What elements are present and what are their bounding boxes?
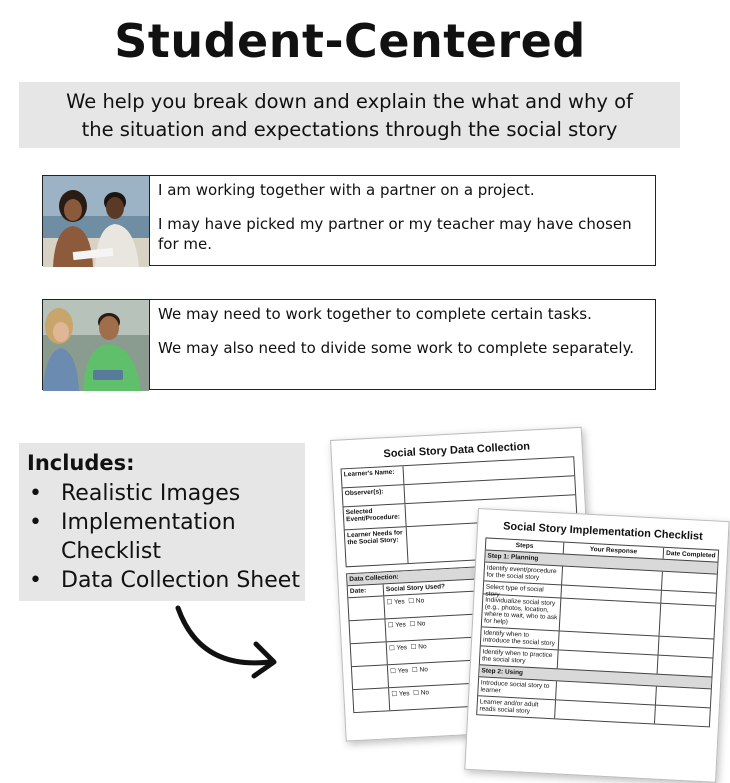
col-steps: Steps (486, 538, 564, 553)
checklist-row: Identify event/procedure for the social story (484, 562, 563, 584)
students-photo-1 (43, 176, 150, 265)
col-date-completed: Date Completed (665, 549, 716, 560)
checkbox-yes: ☐ Yes (388, 644, 408, 653)
story-2-sentence-2: We may also need to divide some work to complete separately. (158, 339, 635, 357)
checklist-row: Identify when to introduce the social story (481, 627, 560, 649)
checklist-row: Individualize social story (e.g., photos, location, where to wait, who to ask for help) (482, 594, 562, 630)
curved-arrow-icon (170, 600, 290, 690)
step-1-heading: Step 1: Planning (485, 549, 717, 573)
includes-list (27, 479, 305, 595)
story-text-1 (150, 176, 655, 265)
includes-item: • Implementation Checklist (27, 508, 305, 566)
checklist-row: Learner and/or adult reads social story (477, 696, 556, 718)
checkbox-yes: ☐ Yes (390, 667, 409, 676)
checkbox-no: ☐ No (408, 597, 425, 606)
label-learner-name: Learner's Name: (342, 466, 405, 487)
includes-item: • Realistic Images (27, 479, 305, 508)
story-1-sentence-2: I may have picked my partner or my teacher may have chosen for me. (158, 215, 632, 253)
subtitle-line-1: We help you break down and explain the what and why of (66, 90, 633, 113)
story-2-sentence-1: We may need to work together to complete certain tasks. (158, 305, 592, 323)
checklist-row: Identify when to practice the social story (480, 646, 559, 668)
checkbox-yes: ☐ Yes (386, 598, 405, 607)
checkbox-no: ☐ No (412, 689, 430, 697)
label-selected-event: Selected Event/Procedure: (344, 504, 407, 529)
story-card-1 (42, 175, 656, 266)
col-your-response: Your Response (564, 543, 664, 559)
checkbox-yes: ☐ Yes (387, 621, 407, 630)
subtitle-line-2: the situation and expectations through the social story (81, 118, 618, 141)
checklist-row: Select type of social story (484, 581, 563, 597)
students-photo-2 (43, 300, 150, 389)
checkbox-no: ☐ No (410, 643, 427, 652)
data-sheet-title: Social Story Data Collection (383, 440, 531, 461)
story-1-sentence-1: I am working together with a partner on a project. (158, 181, 535, 199)
col-date: Date: (348, 584, 385, 597)
col-social-story-used: Social Story Used? (385, 583, 446, 594)
checklist-table (476, 537, 719, 727)
checkbox-yes: ☐ Yes (391, 690, 410, 699)
includes-heading: Includes: (27, 451, 135, 475)
subtitle-banner (19, 82, 680, 148)
checklist-title: Social Story Implementation Checklist (502, 520, 704, 543)
story-card-2 (42, 299, 656, 390)
page-title: Student-Centered (114, 14, 586, 68)
implementation-checklist-sheet (464, 508, 729, 783)
data-collection-heading: Data Collection: (347, 562, 579, 585)
checkbox-no: ☐ No (409, 620, 426, 629)
checkbox-no: ☐ No (411, 666, 429, 675)
label-learner-needs: Learner Needs for the Social Story: (345, 527, 409, 566)
step-2-heading: Step 2: Using (479, 664, 711, 688)
checklist-row: Introduce social story to learner (478, 677, 557, 699)
includes-item: • Data Collection Sheet (27, 566, 305, 595)
label-observers: Observer(s): (343, 485, 406, 506)
story-text-2 (150, 300, 642, 389)
includes-panel (19, 443, 305, 601)
